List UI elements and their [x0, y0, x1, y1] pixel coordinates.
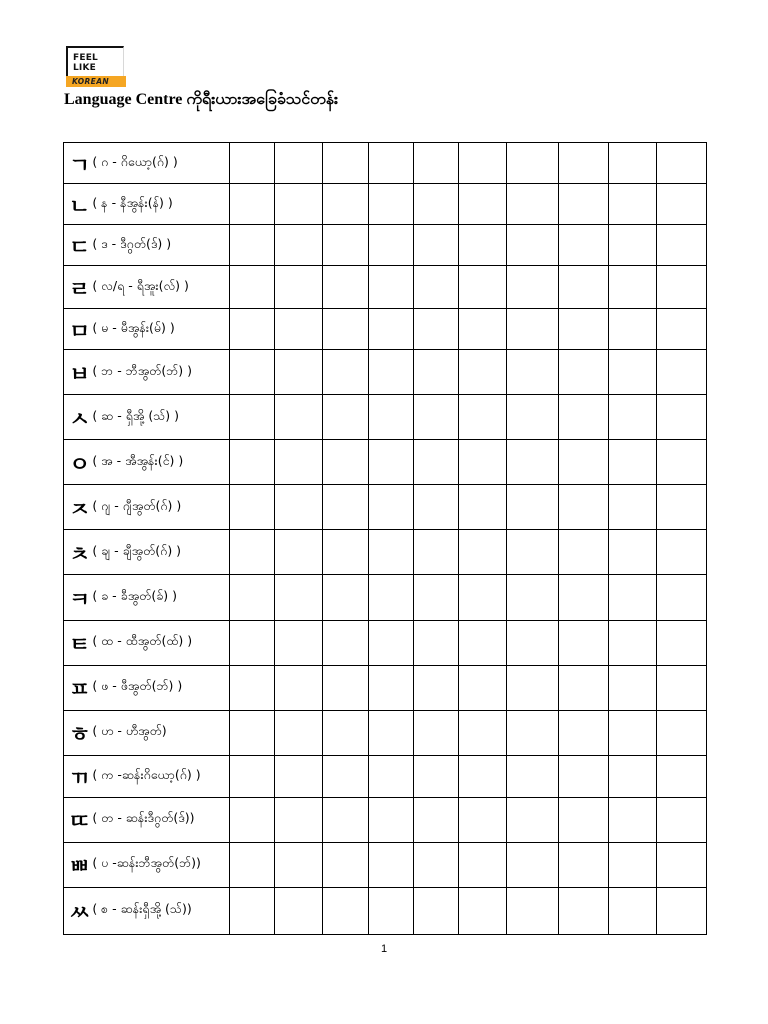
- practice-cell[interactable]: [459, 266, 507, 309]
- practice-cell[interactable]: [507, 143, 559, 184]
- practice-cell[interactable]: [414, 266, 459, 309]
- practice-cell[interactable]: [369, 575, 414, 620]
- letter-label-cell: [64, 266, 230, 309]
- practice-cell[interactable]: [657, 350, 707, 395]
- practice-cell[interactable]: [657, 842, 707, 887]
- table-row: [64, 485, 707, 530]
- practice-cell[interactable]: [507, 575, 559, 620]
- pronunciation-text: ( မ - မီအွန်း(မ်) ): [92, 319, 175, 335]
- practice-cell[interactable]: [609, 266, 657, 309]
- table-row: [64, 842, 707, 887]
- practice-cell[interactable]: [230, 395, 275, 440]
- practice-table-body: [64, 143, 707, 935]
- practice-cell[interactable]: [459, 350, 507, 395]
- letter-label-cell: [64, 309, 230, 350]
- practice-cell[interactable]: [657, 440, 707, 485]
- logo-frame: [66, 46, 124, 76]
- practice-cell[interactable]: [369, 485, 414, 530]
- practice-cell[interactable]: [507, 842, 559, 887]
- practice-cell[interactable]: [657, 309, 707, 350]
- practice-cell[interactable]: [369, 710, 414, 755]
- practice-cell[interactable]: [369, 143, 414, 184]
- logo-text-korean: KOREAN: [72, 77, 110, 86]
- practice-cell[interactable]: [323, 184, 369, 225]
- table-row: [64, 184, 707, 225]
- practice-cell[interactable]: [275, 530, 323, 575]
- practice-cell[interactable]: [230, 485, 275, 530]
- practice-cell[interactable]: [275, 710, 323, 755]
- practice-cell[interactable]: [275, 143, 323, 184]
- practice-cell[interactable]: [459, 797, 507, 842]
- hangul-letter: ㅁ: [69, 318, 91, 343]
- practice-cell[interactable]: [369, 395, 414, 440]
- practice-cell[interactable]: [559, 887, 609, 934]
- practice-cell[interactable]: [414, 485, 459, 530]
- practice-cell[interactable]: [657, 887, 707, 934]
- table-row: [64, 350, 707, 395]
- letter-label-cell: [64, 350, 230, 395]
- table-row: [64, 887, 707, 934]
- practice-cell[interactable]: [369, 350, 414, 395]
- hangul-letter: ㄲ: [69, 765, 91, 790]
- practice-cell[interactable]: [230, 797, 275, 842]
- letter-label-cell: [64, 887, 230, 934]
- practice-cell[interactable]: [609, 842, 657, 887]
- practice-cell[interactable]: [459, 665, 507, 710]
- practice-cell[interactable]: [230, 266, 275, 309]
- practice-cell[interactable]: [459, 309, 507, 350]
- practice-cell[interactable]: [609, 530, 657, 575]
- practice-cell[interactable]: [507, 440, 559, 485]
- practice-cell[interactable]: [230, 440, 275, 485]
- practice-cell[interactable]: [230, 184, 275, 225]
- practice-cell[interactable]: [459, 143, 507, 184]
- practice-cell[interactable]: [459, 710, 507, 755]
- letter-label-cell: [64, 665, 230, 710]
- hangul-letter: ㄹ: [69, 276, 91, 301]
- practice-cell[interactable]: [609, 395, 657, 440]
- table-row: [64, 266, 707, 309]
- practice-cell[interactable]: [414, 225, 459, 266]
- practice-cell[interactable]: [559, 620, 609, 665]
- pronunciation-text: ( တ - ဆန်းဒီဂွတ်(ဒ်)): [92, 810, 195, 826]
- pronunciation-text: ( ဘ - ဘီအွတ်(ဘ်) ): [92, 362, 192, 378]
- practice-cell[interactable]: [559, 755, 609, 797]
- practice-cell[interactable]: [275, 266, 323, 309]
- practice-cell[interactable]: [414, 395, 459, 440]
- table-row: [64, 395, 707, 440]
- practice-cell[interactable]: [657, 485, 707, 530]
- practice-cell[interactable]: [559, 797, 609, 842]
- page-number: 1: [380, 943, 388, 955]
- practice-cell[interactable]: [414, 710, 459, 755]
- letter-label-cell: [64, 842, 230, 887]
- practice-cell[interactable]: [369, 887, 414, 934]
- practice-cell[interactable]: [414, 575, 459, 620]
- practice-cell[interactable]: [323, 350, 369, 395]
- letter-label-cell: [64, 485, 230, 530]
- practice-cell[interactable]: [609, 350, 657, 395]
- practice-cell[interactable]: [559, 665, 609, 710]
- practice-cell[interactable]: [369, 620, 414, 665]
- practice-cell[interactable]: [559, 440, 609, 485]
- practice-cell[interactable]: [230, 842, 275, 887]
- table-row: [64, 530, 707, 575]
- practice-cell[interactable]: [609, 887, 657, 934]
- letter-label-cell: [64, 530, 230, 575]
- practice-cell[interactable]: [323, 225, 369, 266]
- practice-cell[interactable]: [275, 842, 323, 887]
- letter-label-cell: [64, 225, 230, 266]
- practice-cell[interactable]: [369, 440, 414, 485]
- practice-cell[interactable]: [323, 755, 369, 797]
- practice-cell[interactable]: [507, 309, 559, 350]
- practice-cell[interactable]: [609, 485, 657, 530]
- letter-label-cell: [64, 575, 230, 620]
- practice-cell[interactable]: [559, 143, 609, 184]
- practice-cell[interactable]: [507, 665, 559, 710]
- practice-cell[interactable]: [507, 395, 559, 440]
- hangul-letter: ㅇ: [69, 451, 91, 476]
- hangul-letter: ㅃ: [69, 854, 91, 879]
- practice-cell[interactable]: [275, 797, 323, 842]
- practice-cell[interactable]: [275, 665, 323, 710]
- practice-cell[interactable]: [609, 309, 657, 350]
- practice-cell[interactable]: [414, 842, 459, 887]
- practice-cell[interactable]: [230, 350, 275, 395]
- hangul-letter: ㅍ: [69, 677, 91, 702]
- practice-cell[interactable]: [507, 184, 559, 225]
- practice-cell[interactable]: [369, 755, 414, 797]
- pronunciation-text: ( ဟ - ဟီအွတ်): [92, 723, 167, 739]
- letter-label-cell: [64, 440, 230, 485]
- practice-cell[interactable]: [609, 710, 657, 755]
- table-row: [64, 755, 707, 797]
- pronunciation-text: ( ဂ - ဂိယော့(ဂ်) ): [92, 153, 178, 169]
- practice-cell[interactable]: [459, 842, 507, 887]
- hangul-letter: ㅅ: [69, 406, 91, 431]
- practice-cell[interactable]: [507, 797, 559, 842]
- practice-cell[interactable]: [230, 710, 275, 755]
- practice-cell[interactable]: [275, 755, 323, 797]
- hangul-letter: ㅌ: [69, 632, 91, 657]
- practice-cell[interactable]: [459, 887, 507, 934]
- practice-cell[interactable]: [414, 309, 459, 350]
- practice-cell[interactable]: [275, 440, 323, 485]
- practice-cell[interactable]: [559, 710, 609, 755]
- practice-cell[interactable]: [559, 485, 609, 530]
- letter-label-cell: [64, 395, 230, 440]
- practice-cell[interactable]: [414, 665, 459, 710]
- table-row: [64, 710, 707, 755]
- pronunciation-text: ( ဒ - ဒီဂွတ်(ဒ်) ): [92, 235, 172, 251]
- logo-text-like: LIKE: [73, 63, 97, 73]
- practice-cell[interactable]: [559, 530, 609, 575]
- practice-cell[interactable]: [323, 440, 369, 485]
- hangul-letter: ㅋ: [69, 586, 91, 611]
- practice-cell[interactable]: [275, 395, 323, 440]
- practice-cell[interactable]: [275, 225, 323, 266]
- practice-cell[interactable]: [323, 395, 369, 440]
- practice-cell[interactable]: [657, 225, 707, 266]
- practice-cell[interactable]: [414, 184, 459, 225]
- practice-cell[interactable]: [609, 665, 657, 710]
- practice-cell[interactable]: [230, 225, 275, 266]
- practice-cell[interactable]: [323, 266, 369, 309]
- feel-like-korean-logo: [66, 46, 126, 88]
- practice-cell[interactable]: [323, 887, 369, 934]
- practice-cell[interactable]: [275, 575, 323, 620]
- practice-cell[interactable]: [459, 440, 507, 485]
- practice-cell[interactable]: [414, 143, 459, 184]
- practice-cell[interactable]: [657, 143, 707, 184]
- practice-cell[interactable]: [369, 842, 414, 887]
- practice-cell[interactable]: [459, 755, 507, 797]
- practice-cell[interactable]: [507, 225, 559, 266]
- pronunciation-text: ( က -ဆန်းဂိယော့(ဂ်) ): [92, 766, 201, 782]
- practice-cell[interactable]: [559, 184, 609, 225]
- practice-cell[interactable]: [657, 710, 707, 755]
- practice-cell[interactable]: [657, 665, 707, 710]
- practice-cell[interactable]: [459, 184, 507, 225]
- practice-cell[interactable]: [657, 620, 707, 665]
- practice-cell[interactable]: [275, 309, 323, 350]
- letter-label-cell: [64, 710, 230, 755]
- practice-cell[interactable]: [414, 887, 459, 934]
- practice-cell[interactable]: [609, 575, 657, 620]
- letter-label-cell: [64, 797, 230, 842]
- practice-cell[interactable]: [369, 266, 414, 309]
- pronunciation-text: ( လ/ရ - ရီအူး(လ်) ): [92, 277, 189, 293]
- table-row: [64, 440, 707, 485]
- practice-cell[interactable]: [230, 665, 275, 710]
- practice-cell[interactable]: [559, 395, 609, 440]
- practice-cell[interactable]: [657, 575, 707, 620]
- pronunciation-text: ( ချ - ချီအွတ်(ဂ်) ): [92, 542, 182, 558]
- practice-cell[interactable]: [507, 530, 559, 575]
- practice-cell[interactable]: [230, 620, 275, 665]
- practice-cell[interactable]: [369, 665, 414, 710]
- practice-table: [63, 142, 707, 935]
- pronunciation-text: ( ထ - ထီအွတ်(ထ်) ): [92, 633, 193, 649]
- practice-cell[interactable]: [323, 485, 369, 530]
- practice-cell[interactable]: [275, 485, 323, 530]
- practice-cell[interactable]: [369, 797, 414, 842]
- hangul-letter: ㅎ: [69, 722, 91, 747]
- hangul-letter: ㅈ: [69, 496, 91, 521]
- hangul-letter: ㅊ: [69, 541, 91, 566]
- practice-cell[interactable]: [609, 143, 657, 184]
- letter-label-cell: [64, 184, 230, 225]
- practice-cell[interactable]: [559, 225, 609, 266]
- practice-cell[interactable]: [609, 440, 657, 485]
- practice-cell[interactable]: [414, 350, 459, 395]
- practice-cell[interactable]: [230, 575, 275, 620]
- practice-cell[interactable]: [230, 887, 275, 934]
- table-row: [64, 225, 707, 266]
- table-row: [64, 665, 707, 710]
- table-row: [64, 309, 707, 350]
- practice-cell[interactable]: [323, 842, 369, 887]
- practice-cell[interactable]: [507, 266, 559, 309]
- practice-cell[interactable]: [507, 350, 559, 395]
- hangul-letter: ㄸ: [69, 809, 91, 834]
- table-row: [64, 797, 707, 842]
- table-row: [64, 620, 707, 665]
- practice-cell[interactable]: [275, 620, 323, 665]
- hangul-letter: ㅆ: [69, 900, 91, 925]
- pronunciation-text: ( ဂျ - ဂျီအွတ်(ဂ်) ): [92, 497, 182, 513]
- practice-cell[interactable]: [657, 395, 707, 440]
- practice-cell[interactable]: [323, 620, 369, 665]
- practice-cell[interactable]: [657, 266, 707, 309]
- hangul-letter: ㅂ: [69, 361, 91, 386]
- practice-cell[interactable]: [369, 530, 414, 575]
- logo-text-feel: FEEL: [73, 53, 98, 63]
- practice-cell[interactable]: [459, 485, 507, 530]
- practice-cell[interactable]: [507, 755, 559, 797]
- table-row: [64, 575, 707, 620]
- practice-cell[interactable]: [230, 755, 275, 797]
- practice-cell[interactable]: [369, 184, 414, 225]
- letter-label-cell: [64, 755, 230, 797]
- practice-cell[interactable]: [275, 184, 323, 225]
- hangul-letter: ㄴ: [69, 193, 91, 218]
- practice-cell[interactable]: [609, 755, 657, 797]
- practice-cell[interactable]: [275, 887, 323, 934]
- practice-cell[interactable]: [414, 530, 459, 575]
- practice-cell[interactable]: [559, 842, 609, 887]
- practice-cell[interactable]: [230, 530, 275, 575]
- practice-cell[interactable]: [609, 620, 657, 665]
- practice-cell[interactable]: [459, 225, 507, 266]
- practice-cell[interactable]: [414, 797, 459, 842]
- letter-label-cell: [64, 143, 230, 184]
- pronunciation-text: ( စ - ဆန်းရှီအို့ (သ်)): [92, 901, 192, 917]
- practice-cell[interactable]: [657, 530, 707, 575]
- practice-cell[interactable]: [459, 575, 507, 620]
- practice-cell[interactable]: [369, 225, 414, 266]
- practice-cell[interactable]: [657, 184, 707, 225]
- logo-accent-bar: [66, 76, 126, 87]
- practice-cell[interactable]: [323, 575, 369, 620]
- practice-cell[interactable]: [414, 755, 459, 797]
- pronunciation-text: ( အ - အီအွန်း(င်) ): [92, 452, 184, 468]
- pronunciation-text: ( ဆ - ရှီအို့ (သ်) ): [92, 407, 180, 423]
- practice-cell[interactable]: [657, 755, 707, 797]
- practice-cell[interactable]: [323, 797, 369, 842]
- practice-cell[interactable]: [459, 530, 507, 575]
- practice-cell[interactable]: [559, 309, 609, 350]
- practice-cell[interactable]: [414, 620, 459, 665]
- practice-cell[interactable]: [414, 440, 459, 485]
- practice-cell[interactable]: [275, 350, 323, 395]
- practice-cell[interactable]: [459, 395, 507, 440]
- practice-cell[interactable]: [609, 184, 657, 225]
- practice-cell[interactable]: [507, 710, 559, 755]
- practice-cell[interactable]: [609, 797, 657, 842]
- page-title: Language Centre ကိုရီးယားအခြေခံသင်တန်း: [64, 91, 339, 108]
- hangul-letter: ㄷ: [69, 234, 91, 259]
- practice-cell[interactable]: [507, 620, 559, 665]
- practice-cell[interactable]: [507, 485, 559, 530]
- table-row: [64, 143, 707, 184]
- pronunciation-text: ( န - နီအွန်း(န်) ): [92, 194, 173, 210]
- letter-label-cell: [64, 620, 230, 665]
- practice-cell[interactable]: [323, 143, 369, 184]
- practice-cell[interactable]: [323, 530, 369, 575]
- hangul-letter: ㄱ: [69, 152, 91, 177]
- pronunciation-text: ( ဖ - ဖီအွတ်(ဘ်) ): [92, 678, 183, 694]
- practice-cell[interactable]: [559, 266, 609, 309]
- practice-cell[interactable]: [323, 309, 369, 350]
- pronunciation-text: ( ခ - ခီအွတ်(ခ်) ): [92, 587, 177, 603]
- practice-cell[interactable]: [230, 143, 275, 184]
- practice-cell[interactable]: [323, 665, 369, 710]
- practice-cell[interactable]: [507, 887, 559, 934]
- practice-cell[interactable]: [369, 309, 414, 350]
- practice-cell[interactable]: [459, 620, 507, 665]
- practice-cell[interactable]: [559, 575, 609, 620]
- pronunciation-text: ( ပ -ဆန်းဘီအွတ်(ဘ်)): [92, 855, 201, 871]
- practice-cell[interactable]: [323, 710, 369, 755]
- practice-cell[interactable]: [230, 309, 275, 350]
- practice-cell[interactable]: [657, 797, 707, 842]
- practice-cell[interactable]: [559, 350, 609, 395]
- practice-cell[interactable]: [609, 225, 657, 266]
